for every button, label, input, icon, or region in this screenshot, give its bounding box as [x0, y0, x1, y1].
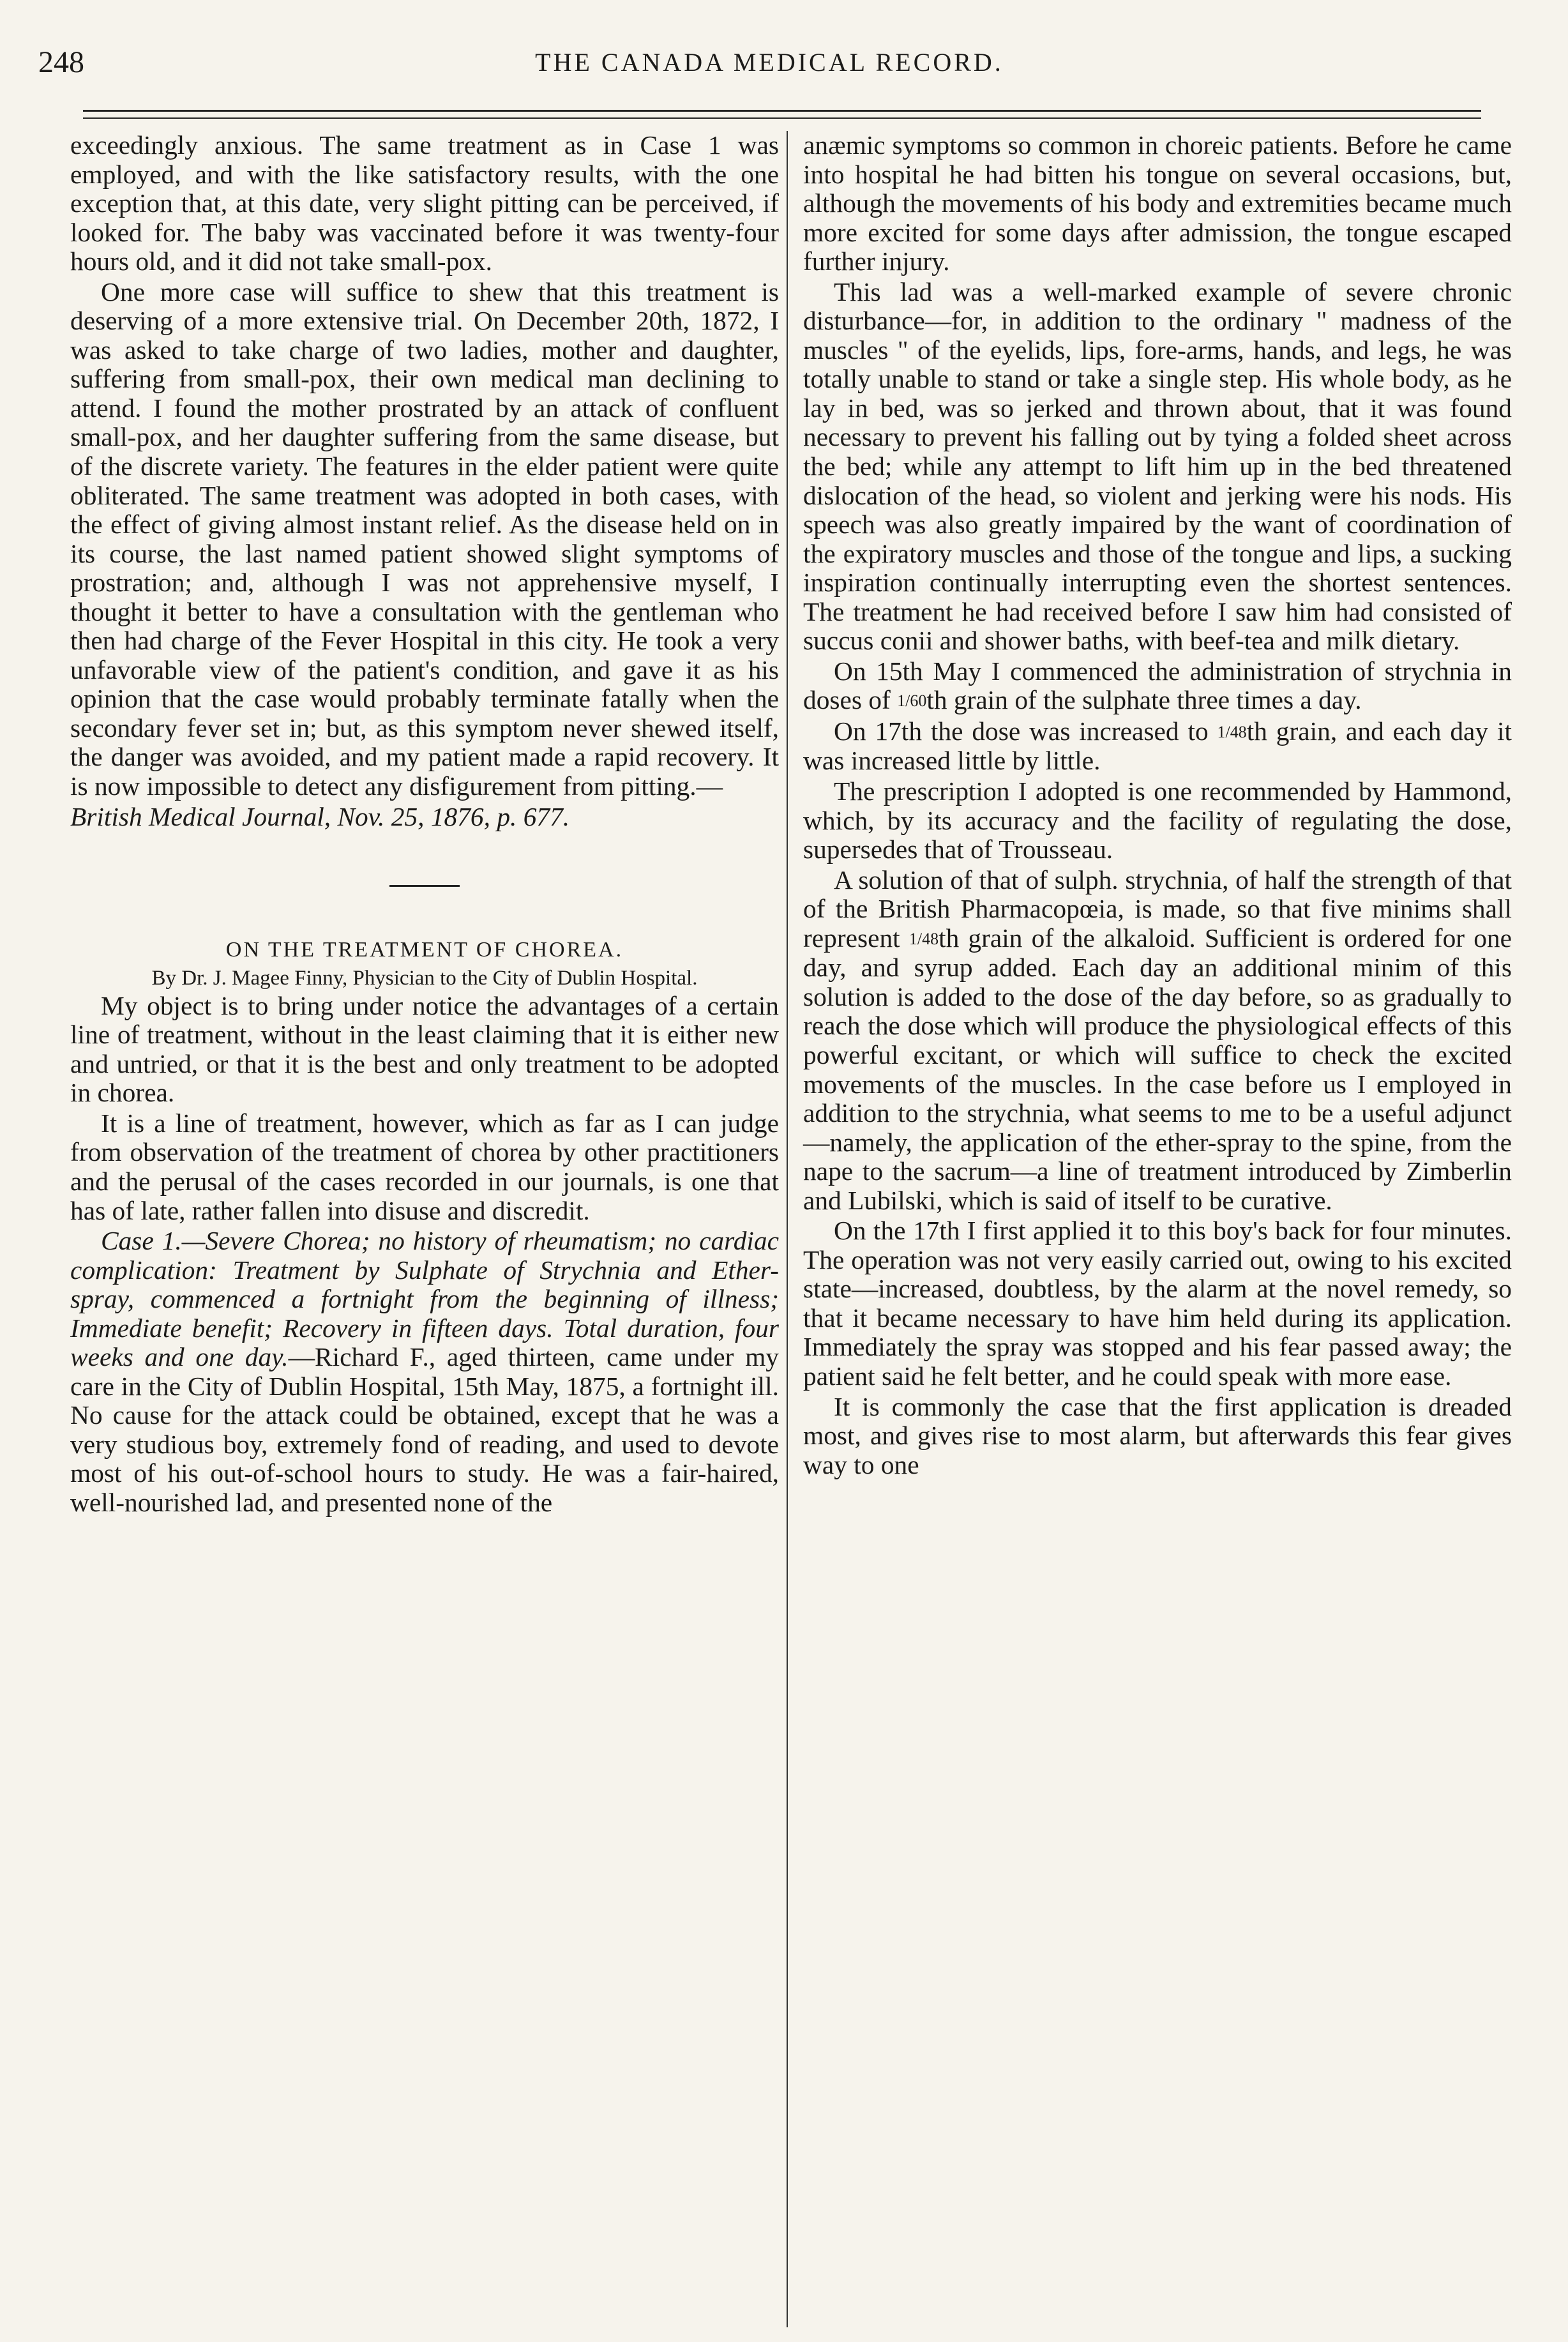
left-paragraph: One more case will suffice to shew that this treatment is deserving of a more extensive trial. On December 20th, 1872, I was asked to take charge of two ladies, mother and daughter, suffering from small-pox, their own medical man declining to attend. I found the mother prostrated by an attack of confluent small-pox, and her daughter suffering from the same disease, but of the discrete variety. The features in the elder patient were quite obliterated. The same treatment was adopted in both cases, with the effect of giving almost instant relief. As the disease held on in its course, the last named patient showed slight symptoms of prostration; and, although I was not apprehensive myself, I thought it better to have a consultation with the gentleman who then had charge of the Fever Hospital in this city. He took a very unfavorable view of the patient's condition, and gave it as his opinion that the case would probably terminate fatally when the secondary fever set in; but, as this symptom never shewed itself, the danger was avoided, and my patient made a rapid recovery. It is now impossible to detect any disfigurement from pitting.— [70, 276, 779, 801]
citation [70, 803, 779, 832]
header-rule-top [83, 110, 1481, 112]
case-text: —Richard F., aged thirteen, came under my care in the City of Dublin Hospital, 15th May, 1875, a fortnight ill. No cause for the attack could be obtained, except that he was a very studious boy, extremely fond of reading, and used to devote most of his out-of-school hours to study. He was a fair-haired, well-nourished lad, and presented none of the [70, 1342, 780, 1517]
right-paragraph: The prescription I adopted is one recommended by Hammond, which, by its accuracy and the facility of regulating the dose, supersedes that of Trousseau. [803, 776, 1512, 865]
article-title: ON THE TREATMENT OF CHOREA. [225, 938, 624, 962]
left-paragraph: exceedingly anxious. The same treatment as in Case 1 was employed, and with the like satisfactory results, with the one exception that, at this date, very slight pitting can be perceived, if looked for. The baby was vaccinated before it was twenty-four hours old, and it did not take small-pox. [70, 130, 779, 276]
left-paragraph: It is a line of treatment, however, which as far as I can judge from observation of the treatment of chorea by other practitioners and the perusal of the cases recorded in our journals, is one that has of late, rather fallen into disuse and discredit. [70, 1108, 779, 1225]
running-title: THE CANADA MEDICAL RECORD. [535, 48, 1004, 77]
fraction: 1/48 [1217, 722, 1247, 741]
section-divider [389, 885, 460, 887]
left-paragraph: My object is to bring under notice the advantages of a certain line of treatment, without in the least claiming that it is either new and untried, or that it is the best and only treatment to be adopted in chorea. [70, 990, 779, 1108]
case-heading: Case 1.—Severe Chorea; no history of rheumatism; no cardiac complication: Treatment by Sulphate of Strychnia and Ether-spray, commenced a fortnight from the beginning of illness; Immediate benefit; Recovery in fifteen days. Total duration, four weeks and one day. [70, 1226, 779, 1372]
byline: By Dr. J. Magee Finny, Physician to the City of Dublin Hospital. [151, 966, 698, 990]
citation-text: British Medical Journal, Nov. 25, 1876, p. 677. [70, 801, 570, 831]
fraction: 1/48 [908, 929, 939, 948]
page-header [38, 45, 1500, 96]
right-column [803, 131, 1512, 1479]
fraction: 1/60 [897, 691, 927, 711]
left-column [70, 131, 779, 1518]
page-number: 248 [38, 45, 84, 79]
right-paragraph: On 15th May I commenced the administration of strychnia in doses of 1/60th grain of the sulphate three times a day. [803, 656, 1512, 715]
header-rule-bottom [83, 117, 1481, 119]
right-paragraph: On the 17th I first applied it to this boy's back for four minutes. The operation was not very easily carried out, owing to his excited state—increased, doubtless, by the alarm at the novel remedy, so that it became necessary to have him held during its application. Immediately the spray was stopped and his fear passed away; the patient said he felt better, and he could speak with more ease. [803, 1216, 1512, 1391]
right-paragraph: A solution of that of sulph. strychnia, of half the strength of that of the British Pharmacopœia, is made, so that five minims shall represent 1/48th grain of the alkaloid. Sufficient is ordered for one day, and syrup added. Each day an additional minim of this solution is added to the dose of the day before, so as gradually to reach the dose which will produce the physiological effects of this powerful excitant, or which will suffice to check the excited movements of the muscles. In the case before us I employed in addition to the strychnia, what seems to me to be a useful adjunct—namely, the application of the ether-spray to the spine, from the nape to the sacrum—a line of treatment introduced by Zimberlin and Lubilski, which is said of itself to be curative. [803, 865, 1512, 1215]
right-paragraph: This lad was a well-marked example of severe chronic disturbance—for, in addition to the ordinary " madness of the muscles " of the eyelids, lips, fore-arms, hands, and legs, he was totally unable to stand or take a single step. His whole body, as he lay in bed, was so jerked and thrown about, that it was found necessary to prevent his falling out by tying a folded sheet across the bed; while any attempt to lift him up in the bed threatened dislocation of the head, so violent and jerking were his nods. His speech was also greatly impaired by the want of coordination of the expiratory muscles and those of the tongue and lips, a sucking inspiration continually interrupting even the shortest sentences. The treatment he had received before I saw him had consisted of succus conii and shower baths, with beef-tea and milk dietary. [803, 276, 1512, 656]
right-paragraph: On 17th the dose was increased to 1/48th grain, and each day it was increased little by little. [803, 716, 1512, 776]
case-paragraph [70, 1227, 779, 1517]
right-paragraph: It is commonly the case that the first application is dreaded most, and gives rise to most alarm, but afterwards this fear gives way to one [803, 1391, 1512, 1479]
right-paragraph: anæmic symptoms so common in choreic patients. Before he came into hospital he had bitten his tongue on several occasions, but, although the movements of his body and extremities became much more excited for some days after admission, the tongue escaped further injury. [803, 130, 1512, 276]
column-divider [787, 131, 788, 2327]
